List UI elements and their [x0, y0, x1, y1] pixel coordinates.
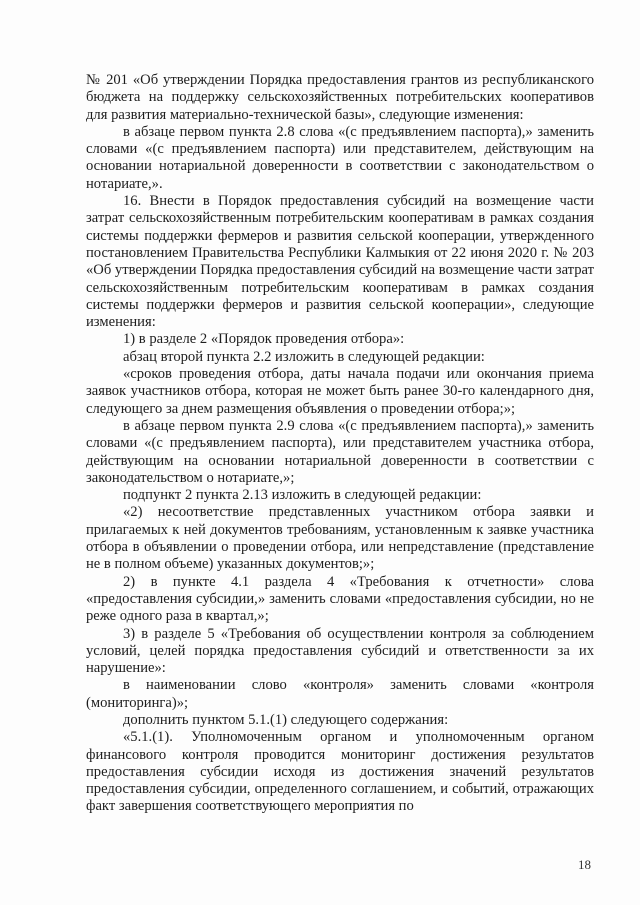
paragraph-add-5-1-1: дополнить пунктом 5.1.(1) следующего содержания: [123, 711, 449, 728]
paragraph-clause-2-13: подпункт 2 пункта 2.13 изложить в следующей редакции: [123, 487, 482, 504]
page-number: 18 [578, 857, 591, 872]
paragraph-clause-2-13-text: «2) несоответствие представленных участником отбора заявки и прилагаемых к ней документов требованиям, установленным к заявке участника отбора в объявлении о проведении отбора, или непредставление (представление не в полном объеме) указанных документов;»; [86, 504, 594, 573]
paragraph-clause-2-2: абзац второй пункта 2.2 изложить в следующей редакции: [123, 348, 485, 365]
paragraph-section-2: 1) в разделе 2 «Порядок проведения отбора»: [123, 331, 405, 348]
paragraph-amend-2-9: в абзаце первом пункта 2.9 слова «(с предъявлением паспорта),» заменить словами «(с предъявлением паспорта), или представителем участника отбора, действующим на основании нотариальной доверенности в соответствии с законодательством о нотариате,»; [86, 417, 594, 486]
paragraph-item-16: 16. Внести в Порядок предоставления субсидий на возмещение части затрат сельскохозяйственным потребительским кооперативам в рамках создания системы поддержки фермеров и развития сельской кооперации, утвержденного постановлением Правительства Республики Калмыкия от 22 июня 2020 г. № 203 «Об утверждении Порядка предоставления субсидий на возмещение части затрат сельскохозяйственным потребительским кооперативам в рамках создания системы поддержки фермеров и развития сельской кооперации», следующие изменения: [86, 193, 594, 331]
document-body [86, 72, 594, 816]
paragraph-section-5: 3) в разделе 5 «Требования об осуществлении контроля за соблюдением условий, целей порядка предоставления субсидий и ответственности за их нарушение»: [86, 625, 594, 677]
paragraph-clause-2-2-text: «сроков проведения отбора, даты начала подачи или окончания приема заявок участников отбора, которая не может быть ранее 30-го календарного дня, следующего за днем размещения объявления о проведении отбора;»; [86, 366, 594, 417]
paragraph-5-1-1-text: «5.1.(1). Уполномоченным органом и уполномоченным органом финансового контроля проводится мониторинг достижения результатов предоставления субсидии исходя из достижения значений результатов предоставления субсидии, определенного соглашением, и событий, отражающих факт завершения соответствующего мероприятия по [86, 729, 594, 815]
paragraph-amend-4-1: 2) в пункте 4.1 раздела 4 «Требования к отчетности» слова «предоставления субсидии,» заменить словами «предоставления субсидии, но не реже одного раза в квартал,»; [86, 573, 594, 625]
paragraph-section-5-title: в наименовании слово «контроля» заменить словами «контроля (мониторинга)»; [86, 677, 594, 711]
paragraph-amend-2-8: в абзаце первом пункта 2.8 слова «(с предъявлением паспорта),» заменить словами «(с предъявлением паспорта) или представителем, действующим на основании нотариальной доверенности в соответствии с законодательством о нотариате,». [86, 123, 594, 192]
paragraph-continuation: № 201 «Об утверждении Порядка предоставления грантов из республиканского бюджета на поддержку сельскохозяйственных потребительских кооперативов для развития материально-технической базы», следующие изменения: [86, 72, 594, 123]
